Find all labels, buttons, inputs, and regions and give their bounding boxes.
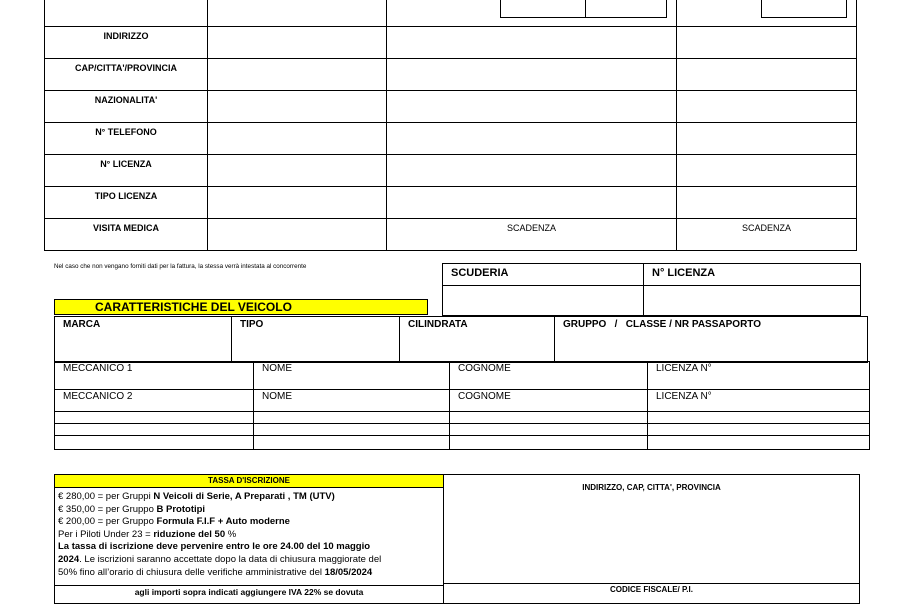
field-nazionalita-3[interactable]	[677, 90, 857, 122]
row-telefono	[45, 122, 857, 154]
scadenza-2[interactable]: SCADENZA	[677, 218, 857, 250]
fee-line-5: La tassa di iscrizione deve pervenire entro le ore 24.00 del 10 maggio	[58, 541, 371, 553]
scuderia-licenza-field[interactable]	[644, 286, 861, 316]
invoice-note: Nel caso che non vengano forniti dati per la fattura, la stessa verrà intestata al concorrente	[54, 263, 307, 270]
tipo-field[interactable]	[232, 317, 400, 363]
cilindrata-label: CILINDRATA	[408, 319, 468, 330]
vehicle-section-title	[54, 299, 428, 315]
field-indirizzo-1[interactable]	[208, 26, 387, 58]
tipo-label: TIPO	[240, 319, 264, 330]
fee-line-1: € 280,00 = per Gruppi N Veicoli di Serie, A Preparati , TM (UTV)	[58, 491, 335, 502]
gruppo-label: GRUPPO / CLASSE / NR PASSAPORTO	[563, 319, 761, 330]
field-licenza-3[interactable]	[677, 154, 857, 186]
row-indirizzo	[45, 26, 857, 58]
address-field[interactable]	[444, 475, 859, 584]
mechanic-2-label: MECCANICO 2	[55, 390, 254, 412]
row-tipo-licenza	[45, 186, 857, 218]
scadenza-1[interactable]: SCADENZA	[387, 218, 677, 250]
iva-note: agli importi sopra indicati aggiungere IVA 22% se dovuta	[55, 585, 443, 600]
address-label: INDIRIZZO, CAP, CITTA', PROVINCIA	[582, 483, 721, 492]
field-licenza-1[interactable]	[208, 154, 387, 186]
fee-line-4: Per i Piloti Under 23 = riduzione del 50 %	[58, 528, 237, 540]
cilindrata-field[interactable]	[400, 317, 555, 363]
field-telefono-2[interactable]	[387, 122, 677, 154]
fees-title: TASSA D'ISCRIZIONE	[55, 475, 443, 488]
field-licenza-2[interactable]	[387, 154, 677, 186]
marca-field[interactable]	[55, 317, 232, 363]
personal-data-table	[44, 0, 857, 251]
mechanics-table	[54, 361, 870, 450]
row-cap	[45, 58, 857, 90]
vehicle-table	[54, 316, 868, 363]
row-nazionalita	[45, 90, 857, 122]
mechanic-row-empty-2	[55, 424, 870, 436]
scuderia-label: SCUDERIA	[443, 264, 644, 286]
mechanic-1-cognome[interactable]: COGNOME	[450, 362, 648, 390]
scuderia-licenza-label: N° LICENZA	[644, 264, 861, 286]
field-cap-3[interactable]	[677, 58, 857, 90]
fee-line-7: 50% fino all’orario di chiusura delle verifiche amministrative del 18/05/2024	[58, 566, 373, 578]
label-indirizzo: INDIRIZZO	[45, 26, 208, 58]
mechanic-1-licenza[interactable]: LICENZA N°	[648, 362, 870, 390]
invoice-details-box	[443, 474, 860, 604]
label-licenza: N° LICENZA	[45, 154, 208, 186]
fees-box	[54, 474, 444, 604]
field-visita-medica[interactable]	[208, 218, 387, 250]
gruppo-field[interactable]	[555, 317, 868, 363]
fee-line-3: € 200,00 = per Gruppo Formula F.I.F + Auto moderne	[58, 516, 290, 528]
scuderia-field[interactable]	[443, 286, 644, 316]
mechanic-row-1	[55, 362, 870, 390]
field-tipo-licenza-2[interactable]	[387, 186, 677, 218]
label-cap: CAP/CITTA'/PROVINCIA	[45, 58, 208, 90]
cf-field[interactable]	[444, 583, 859, 608]
field-nazionalita-1[interactable]	[208, 90, 387, 122]
mechanic-1-nome[interactable]: NOME	[254, 362, 450, 390]
field-telefono-1[interactable]	[208, 122, 387, 154]
mechanic-row-empty-1	[55, 412, 870, 424]
field-nazionalita-2[interactable]	[387, 90, 677, 122]
field-indirizzo-2[interactable]	[387, 26, 677, 58]
top-row	[45, 0, 857, 26]
mechanic-row-empty-3	[55, 436, 870, 450]
row-licenza	[45, 154, 857, 186]
mechanic-2-cognome[interactable]: COGNOME	[450, 390, 648, 412]
field-cap-2[interactable]	[387, 58, 677, 90]
fee-line-6: 2024. Le iscrizioni saranno accettate dopo la data di chiusura maggiorate del	[58, 553, 382, 565]
marca-label: MARCA	[63, 319, 101, 330]
vehicle-section-title-text: CARATTERISTICHE DEL VEICOLO	[95, 300, 292, 314]
fee-line-2: € 350,00 = per Gruppo B Prototipi	[58, 503, 206, 515]
field-telefono-3[interactable]	[677, 122, 857, 154]
field-tipo-licenza-1[interactable]	[208, 186, 387, 218]
field-indirizzo-3[interactable]	[677, 26, 857, 58]
cf-label: CODICE FISCALE/ P.I.	[610, 585, 693, 594]
field-cap-1[interactable]	[208, 58, 387, 90]
row-visita-medica	[45, 218, 857, 250]
mechanic-1-label: MECCANICO 1	[55, 362, 254, 390]
mechanic-2-licenza[interactable]: LICENZA N°	[648, 390, 870, 412]
scuderia-table	[442, 263, 861, 316]
label-nazionalita: NAZIONALITA'	[45, 90, 208, 122]
mechanic-row-2	[55, 390, 870, 412]
field-tipo-licenza-3[interactable]	[677, 186, 857, 218]
label-tipo-licenza: TIPO LICENZA	[45, 186, 208, 218]
mechanic-2-nome[interactable]: NOME	[254, 390, 450, 412]
label-telefono: N° TELEFONO	[45, 122, 208, 154]
label-visita-medica: VISITA MEDICA	[45, 218, 208, 250]
